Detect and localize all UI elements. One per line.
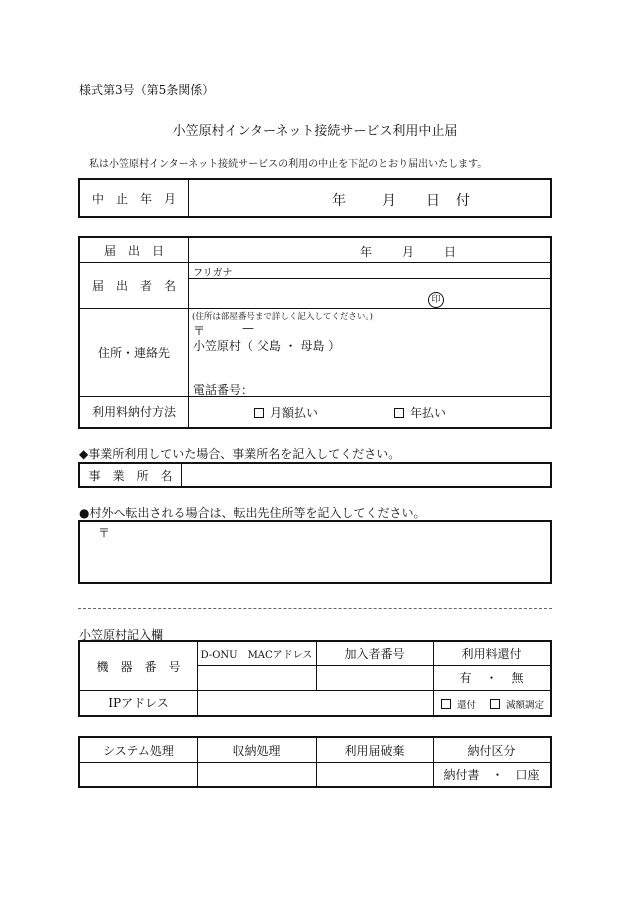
monthly-checkbox[interactable] xyxy=(254,408,264,418)
payment-type-options xyxy=(433,762,550,786)
refund-yes-no xyxy=(433,665,550,690)
account-option[interactable]: 口座 xyxy=(515,767,540,782)
village-section-heading: 小笠原村記入欄 xyxy=(79,628,164,642)
submit-date-year: 年 xyxy=(360,245,373,259)
refund-checkbox[interactable] xyxy=(441,699,451,709)
refund-option[interactable]: 還付 xyxy=(441,697,476,711)
refund-no[interactable]: 無 xyxy=(511,671,524,685)
stop-date-suffix: 付 xyxy=(456,193,470,209)
payment-yearly-option[interactable]: 年払い xyxy=(394,404,446,421)
moving-postal-mark: 〒 xyxy=(98,526,111,540)
stop-date-month: 月 xyxy=(382,193,396,209)
ip-address-label: IPアドレス xyxy=(108,696,169,710)
applicant-box xyxy=(78,236,552,429)
processing-box xyxy=(78,736,552,788)
payment-type-separator: ・ xyxy=(491,767,504,782)
submit-date-label: 届 出 日 xyxy=(103,243,164,258)
submit-date-month: 月 xyxy=(402,245,415,259)
refund-header: 利用料還付 xyxy=(461,647,522,661)
address-postal-dash: — xyxy=(242,321,254,335)
moving-address-box xyxy=(78,520,552,584)
form-number: 様式第3号（第5条関係） xyxy=(79,83,215,97)
seal-mark: 印 xyxy=(428,287,444,308)
reduction-option[interactable]: 減額調定 xyxy=(490,697,544,711)
office-box xyxy=(78,462,552,488)
discard-header: 利用届破棄 xyxy=(344,743,405,758)
moving-instruction: ●村外へ転出される場合は、転出先住所等を記入してください。 xyxy=(79,506,426,520)
reduction-checkbox[interactable] xyxy=(490,699,500,709)
phone-label: 電話番号： xyxy=(193,383,254,397)
system-processing-header: システム処理 xyxy=(103,743,174,758)
form-intro: 私は小笠原村インターネット接続サービスの利用の中止を下記のとおり届出いたします。 xyxy=(89,159,488,170)
form-title: 小笠原村インターネット接続サービス利用中止届 xyxy=(172,124,458,139)
office-instruction: ◆事業所利用していた場合、事業所名を記入してください。 xyxy=(79,447,401,461)
address-village: 小笠原村（ 父島 ・ 母島 ） xyxy=(193,339,341,353)
payment-method-label: 利用料納付方法 xyxy=(91,405,176,419)
office-name-label: 事 業 所 名 xyxy=(88,468,173,483)
furigana-label: フリガナ xyxy=(193,268,233,279)
applicant-name-label: 届 出 者 名 xyxy=(91,278,176,293)
payment-monthly-option[interactable]: 月額払い xyxy=(254,404,318,421)
stop-date-box xyxy=(78,178,552,218)
address-label: 住所・連絡先 xyxy=(97,345,170,360)
stop-date-day: 日 xyxy=(426,193,440,209)
subscriber-number-header: 加入者番号 xyxy=(344,647,405,661)
mac-address-header: D-ONU MACアドレス xyxy=(200,650,313,661)
submit-date-day: 日 xyxy=(444,245,457,259)
stop-date-year: 年 xyxy=(332,193,346,209)
stop-date-label: 中 止 年 月 xyxy=(91,191,176,206)
section-divider xyxy=(78,608,552,609)
address-note: (住所は部屋番号まで詳しく記入してください。) xyxy=(192,312,373,322)
yearly-checkbox[interactable] xyxy=(394,408,404,418)
payment-slip-option[interactable]: 納付書 xyxy=(443,767,480,782)
address-postal-mark: 〒 xyxy=(193,324,206,338)
refund-yes[interactable]: 有 xyxy=(459,671,472,685)
receipt-processing-header: 収納処理 xyxy=(232,743,281,758)
payment-type-header: 納付区分 xyxy=(467,743,516,758)
device-number-label: 機 器 番 号 xyxy=(96,659,181,674)
village-section-box xyxy=(78,640,552,717)
refund-separator: ・ xyxy=(485,671,498,685)
